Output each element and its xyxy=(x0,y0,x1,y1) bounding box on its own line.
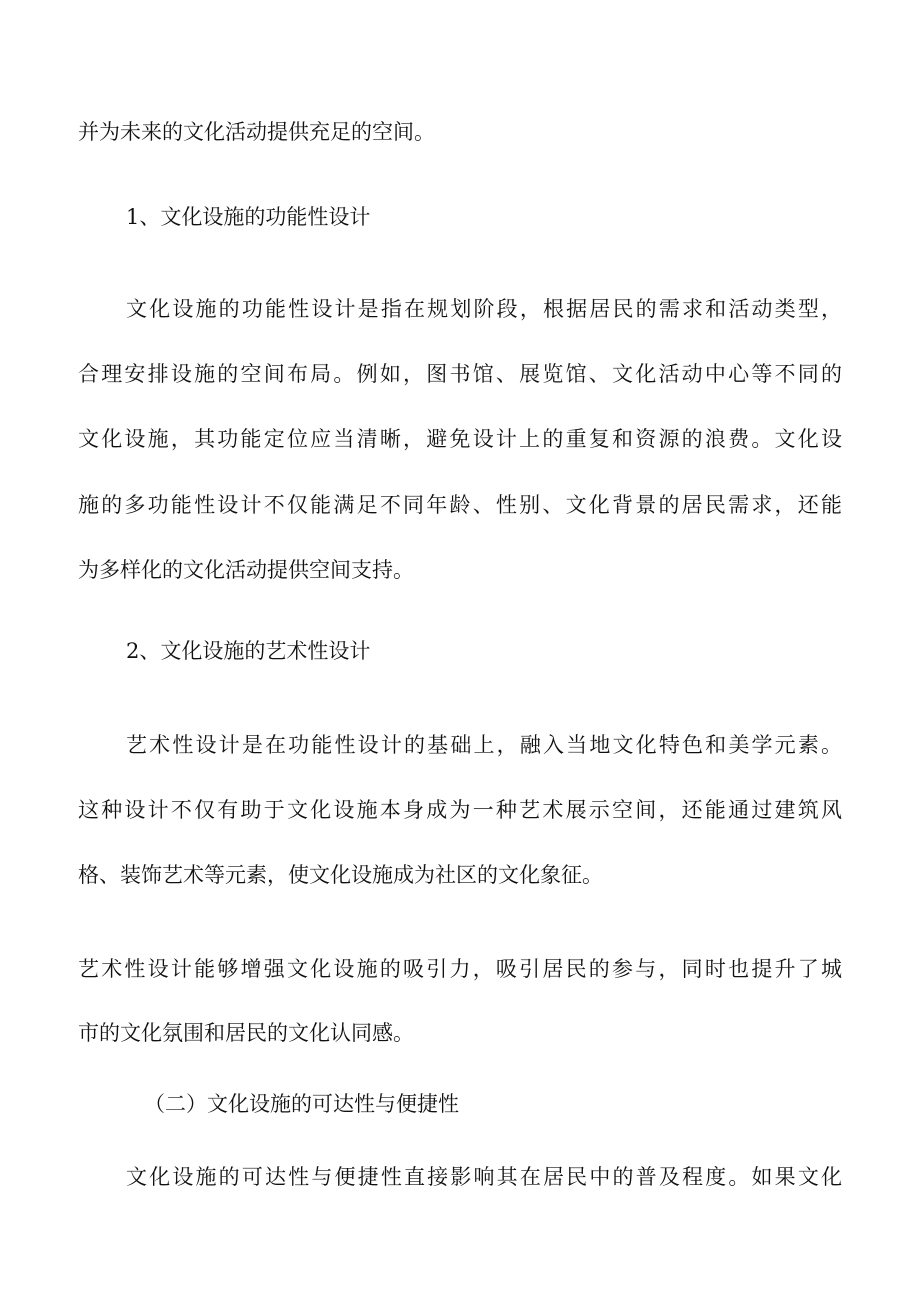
paragraph-line: 文化设施的功能性设计是指在规划阶段，根据居民的需求和活动类型， xyxy=(126,297,842,321)
paragraph-line: 施的多功能性设计不仅能满足不同年龄、性别、文化背景的居民需求，还能 xyxy=(78,493,842,517)
paragraph-continuation: 并为未来的文化活动提供充足的空间。 xyxy=(78,120,435,144)
subsection-heading: （二）文化设施的可达性与便捷性 xyxy=(144,1092,459,1116)
paragraph-line: 艺术性设计能够增强文化设施的吸引力，吸引居民的参与，同时也提升了城 xyxy=(78,957,842,981)
paragraph-line: 这种设计不仅有助于文化设施本身成为一种艺术展示空间，还能通过建筑风 xyxy=(78,798,842,822)
paragraph-line: 格、装饰艺术等元素，使文化设施成为社区的文化象征。 xyxy=(78,863,603,887)
paragraph-line: 为多样化的文化活动提供空间支持。 xyxy=(78,558,414,582)
paragraph-line: 合理安排设施的空间布局。例如，图书馆、展览馆、文化活动中心等不同的 xyxy=(78,362,842,386)
paragraph-line: 艺术性设计是在功能性设计的基础上，融入当地文化特色和美学元素。 xyxy=(126,733,842,757)
paragraph-line: 文化设施，其功能定位应当清晰，避免设计上的重复和资源的浪费。文化设 xyxy=(78,427,842,451)
section-heading-2: 2、文化设施的艺术性设计 xyxy=(126,639,371,663)
section-heading-1: 1、文化设施的功能性设计 xyxy=(126,205,371,229)
paragraph-line: 市的文化氛围和居民的文化认同感。 xyxy=(78,1021,414,1045)
paragraph-line: 文化设施的可达性与便捷性直接影响其在居民中的普及程度。如果文化 xyxy=(126,1165,842,1189)
